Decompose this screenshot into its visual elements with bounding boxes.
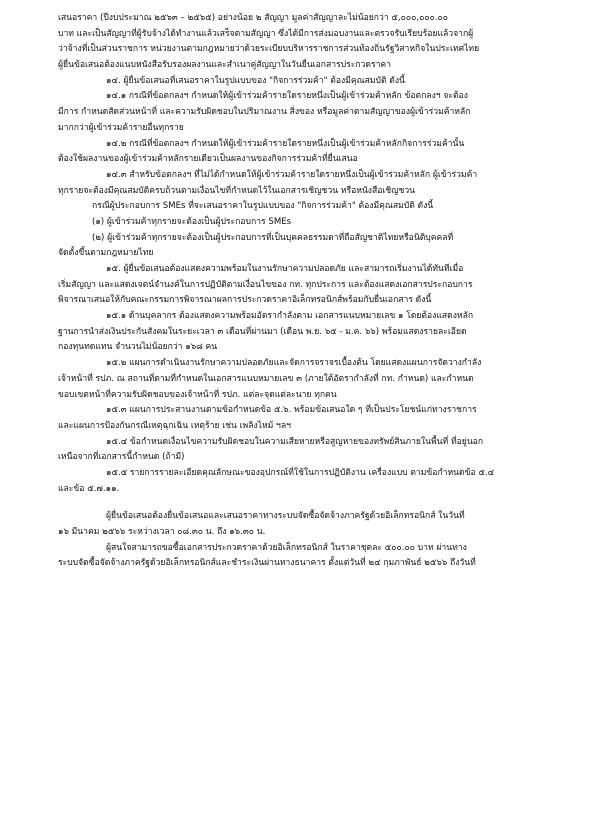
- text-line: ทุกรายจะต้องมีคุณสมบัติครบถ้วนตามเงื่อนไขที่กำหนดไว้ในเอกสารเชิญชวน หรือหนังสือเชิญชวน: [58, 185, 416, 196]
- text-line: ๑๕.๕ รายการรายละเอียดคุณลักษณะของอุปกรณ์ที่ใช้ในการปฏิบัติงาน เครื่องแบบ ตามข้อกำหนดข้อ ๕.๔: [106, 467, 495, 478]
- text-line: ฐานการนำส่งเงินประกันสังคมในระยะเวลา ๓ เดือนที่ผ่านมา (เดือน พ.ย. ๖๕ - ม.ค. ๖๖) พร้อมแสดงรายละเอียด: [58, 326, 467, 337]
- text-line: ๑๔.๑ กรณีที่ข้อตกลงฯ กำหนดให้ผู้เข้าร่วมค้ารายใดรายหนึ่งเป็นผู้เข้าร่วมค้าหลัก ข้อตกลงฯ จะต้อง: [106, 91, 468, 102]
- text-line: ขอบเขตหน้าที่ความรับผิดชอบของเจ้าหน้าที่ รปภ. แต่ละจุดแต่ละนาย ทุกคน: [58, 389, 337, 400]
- text-line: และข้อ ๕.๗.๑๑.: [58, 483, 120, 494]
- text-line: เหนือจากที่เอกสารนี้กำหนด (ถ้ามี): [58, 452, 185, 463]
- text-line: ๑๕.๔ ข้อกำหนดเงื่อนไขความรับผิดชอบในความเสียหายหรือสูญหายของทรัพย์สินภายในพื้นที่ ที่อยู่นอก: [106, 436, 484, 447]
- paragraph-gap: [58, 497, 554, 509]
- text-line: (๑) ผู้เข้าร่วมค้าทุกรายจะต้องเป็นผู้ประกอบการ SMEs: [92, 216, 292, 227]
- document-body: [58, 11, 554, 572]
- text-line: เจ้าหน้าที่ รปภ. ณ สถานที่ตามที่กำหนดในเอกสารแนบหมายเลข ๓ (ภายใต้อัตรากำลังที่ กท. กำหนด) และกำหนด: [58, 373, 474, 384]
- text-line: ระบบจัดซื้อจัดจ้างภาครัฐด้วยอิเล็กทรอนิกส์และชำระเงินผ่านทางธนาคาร ตั้งแต่วันที่ ๒๔ กุมภาพันธ์ ๒๕๖๖ ถึงวันที่: [58, 558, 476, 569]
- text-line: บาท และเป็นสัญญาที่ผู้รับจ้างได้ทำงานแล้วเสร็จตามสัญญา ซึ่งได้มีการส่งมอบงานและตรวจรับเรียบร้อยแล้วจากผู้: [58, 28, 474, 39]
- text-line: ผู้ยื่นข้อเสนอต้องแนบหนังสือรับรองผลงานและสำเนาคู่สัญญาในวันยื่นเอกสารประกวดราคา: [58, 60, 391, 71]
- text-line: ๑๕.๑ ด้านบุคลากร ต้องแสดงความพร้อมอัตรากำลังตาม เอกสารแนบหมายเลข ๑ โดยต้องแสดงหลัก: [106, 311, 474, 322]
- text-line: ๑๕.๓ แผนการประสานงานตามข้อกำหนดข้อ ๕.๖. พร้อมข้อเสนอใด ๆ ที่เป็นประโยชน์แก่ทางราชการ: [106, 405, 477, 416]
- text-line: (๒) ผู้เข้าร่วมค้าทุกรายจะต้องเป็นผู้ประกอบการที่เป็นบุคคลธรรมดาที่ถือสัญชาติไทยหรือนิติบุคคลที่: [92, 232, 454, 243]
- text-line: ๑๕.๒ แผนการดำเนินงานรักษาความปลอดภัยและจัดการจราจรเบื้องต้น โดยแสดงแผนการจัดวางกำลัง: [106, 358, 482, 369]
- text-line: ผู้ยื่นข้อเสนอต้องยื่นข้อเสนอและเสนอราคาทางระบบจัดซื้อจัดจ้างภาครัฐด้วยอิเล็กทรอนิกส์ ในวันที่: [106, 511, 465, 522]
- text-line: ว่าจ้างที่เป็นส่วนราชการ หน่วยงานตามกฎหมายว่าด้วยระเบียบบริหารราชการส่วนท้องถิ่นรัฐวิสาหกิจในประเทศไทย: [58, 44, 480, 55]
- text-line: ๑๖ มีนาคม ๒๕๖๖ ระหว่างเวลา ๐๘.๓๐ น. ถึง ๑๖.๓๐ น.: [58, 527, 266, 537]
- text-line: ๑๕. ผู้ยื่นข้อเสนอต้องแสดงความพร้อมในงานรักษาความปลอดภัย และสามารถเริ่มงานได้ทันทีเมื่อ: [106, 264, 464, 274]
- text-line: พิจารณาเสนอให้กับคณะกรรมการพิจารณาผลการประกวดราคาอิเล็กทรอนิกส์พร้อมกับยื่นเอกสาร ดังนี้: [58, 295, 432, 306]
- text-line: ๑๔.๓ สำหรับข้อตกลงฯ ที่ไม่ได้กำหนดให้ผู้เข้าร่วมค้ารายใดรายหนึ่งเป็นผู้เข้าร่วมค้าหลัก ผู้เข้าร่วมค้า: [106, 169, 478, 180]
- text-line: ๑๔. ผู้ยื่นข้อเสนอที่เสนอราคาในรูปแบบของ "กิจการร่วมค้า" ต้องมีคุณสมบัติ ดังนี้: [106, 75, 405, 86]
- text-line: กรณีผู้ประกอบการ SMEs ที่จะเสนอราคาในรูปแบบของ "กิจการร่วมค้า" ต้องมีคุณสมบัติ ดังนี้: [92, 201, 434, 212]
- text-line: กองทุนทดแทน จำนวนไม่น้อยกว่า ๑๖๘ คน: [58, 342, 218, 353]
- text-line: มีการ กำหนดสัดส่วนหน้าที่ และความรับผิดชอบในปริมาณงาน สิ่งของ หรือมูลค่าตามสัญญาของผู้เข้าร่วมค้าหลัก: [58, 107, 471, 118]
- text-line: จัดตั้งขึ้นตามกฎหมายไทย: [58, 248, 154, 259]
- text-line: เสนอราคา (ปีงบประมาณ ๒๕๖๓ – ๒๕๖๕) อย่างน้อย ๒ สัญญา มูลค่าสัญญาละไม่น้อยกว่า ๕,๐๐๐,๐๐๐.๐๐: [58, 13, 449, 23]
- text-line: ผู้สนใจสามารถขอซื้อเอกสารประกวดราคาด้วยอิเล็กทรอนิกส์ ในราคาชุดละ ๕๐๐.๐๐ บาท ผ่านทาง: [106, 542, 467, 553]
- text-line: มากกว่าผู้เข้าร่วมค้ารายอื่นทุกราย: [58, 122, 184, 133]
- text-line: ๑๔.๒ กรณีที่ข้อตกลงฯ กำหนดให้ผู้เข้าร่วมค้ารายใดรายหนึ่งเป็นผู้เข้าร่วมค้าหลักกิจการร่วมค้านั้น: [106, 138, 465, 149]
- text-line: เริ่มสัญญา และแสดงเจตน์จำนงค์ในการปฏิบัติตามเงื่อนไขของ กท. ทุกประการ และต้องแสดงเอกสารประกอบการ: [58, 279, 473, 290]
- text-line: และแผนการป้องกันกรณีเหตุฉุกเฉิน เหตุร้าย เช่น เพลิงไหม้ ฯลฯ: [58, 420, 291, 431]
- text-line: ต้องใช้ผลงานของผู้เข้าร่วมค้าหลักรายเดียวเป็นผลงานของกิจการร่วมค้าที่ยื่นเสนอ: [58, 154, 358, 165]
